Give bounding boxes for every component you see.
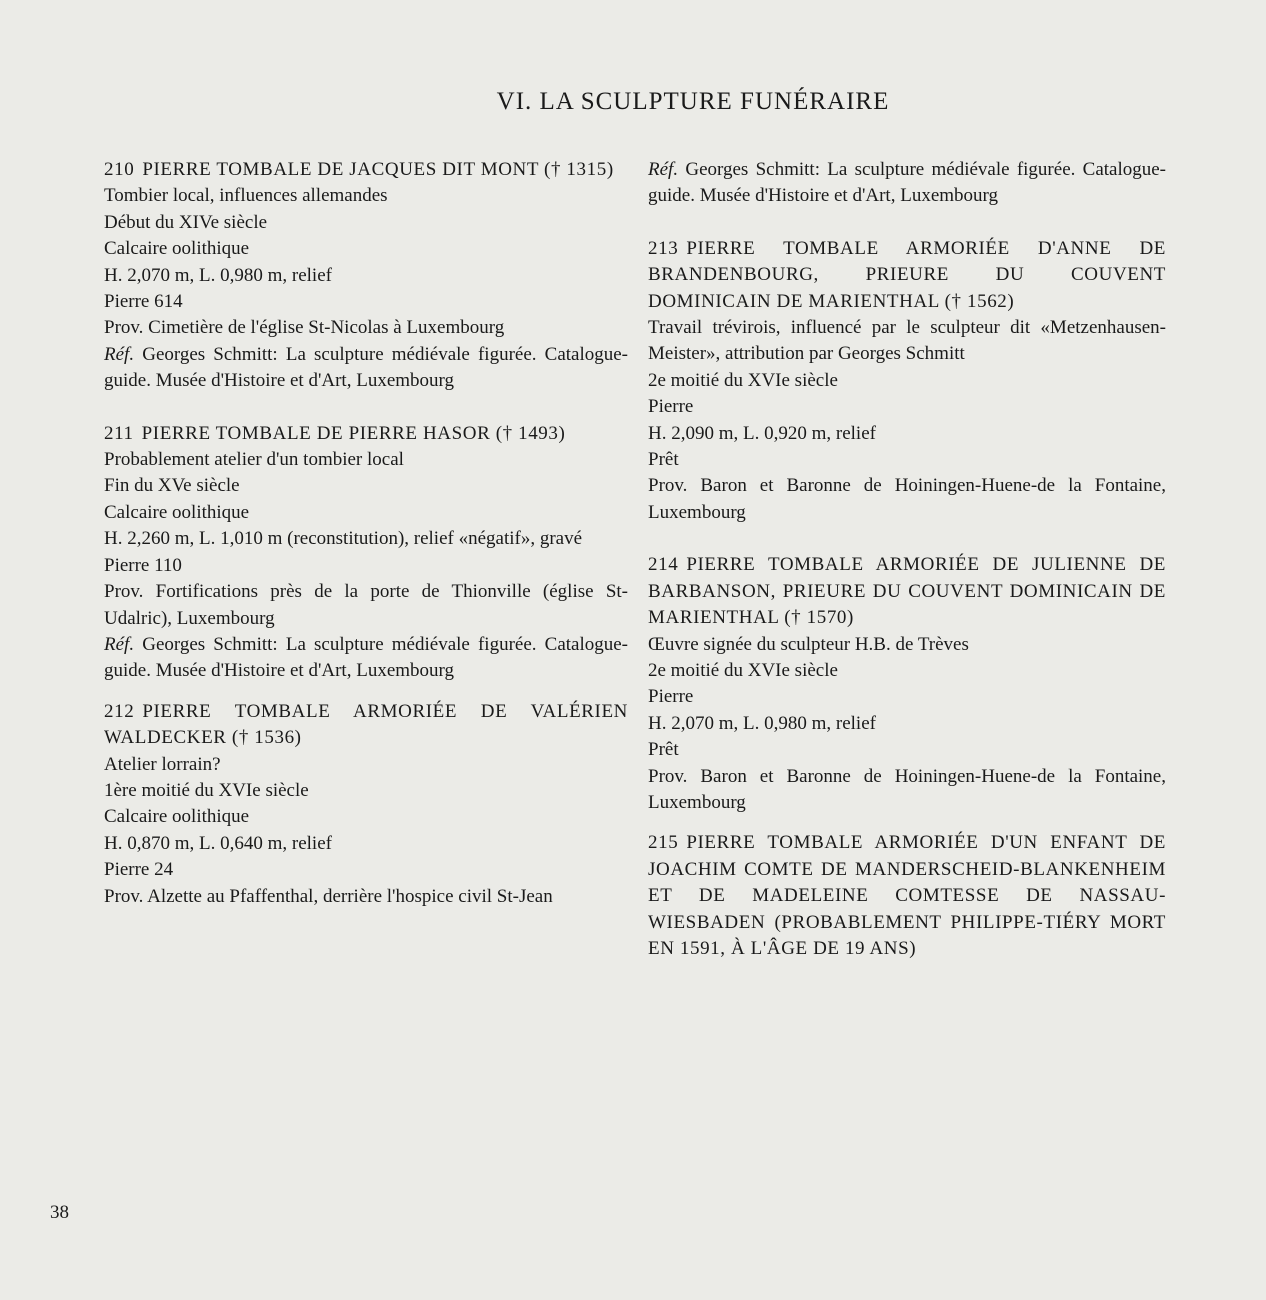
- entry-line: Pierre: [648, 686, 694, 708]
- entry-line: H. 2,090 m, L. 0,920 m, relief: [648, 422, 876, 444]
- entry-line: Probablement atelier d'un tombier local: [104, 449, 404, 471]
- entry-title: PIERRE TOMBALE DE JACQUES DIT MONT († 1315): [142, 159, 614, 180]
- reference-label: Réf.: [104, 343, 135, 365]
- entry-line: Pierre 110: [104, 554, 182, 576]
- entry-line: Travail trévirois, influencé par le sculpteur dit «Metzenhausen-Meister», attribution par Georges Schmitt: [648, 317, 1166, 365]
- entry-number: 211: [104, 422, 134, 444]
- entry-line: H. 2,070 m, L. 0,980 m, relief: [104, 264, 332, 286]
- entry-line: Pierre 614: [104, 291, 183, 313]
- entry-line: H. 2,070 m, L. 0,980 m, relief: [648, 712, 876, 734]
- catalogue-entry-212-reference: [648, 157, 1166, 210]
- entry-line: Prov. Baron et Baronne de Hoiningen-Huene-de la Fontaine, Luxembourg: [648, 475, 1166, 523]
- entry-line: H. 2,260 m, L. 1,010 m (reconstitution), relief «négatif», gravé: [104, 528, 583, 550]
- entry-line: 2e moitié du XVIe siècle: [648, 659, 838, 681]
- entry-reference: [104, 632, 628, 685]
- entry-reference: [104, 342, 628, 395]
- entry-line: Pierre 24: [104, 859, 174, 881]
- entry-line: Tombier local, influences allemandes: [104, 185, 388, 207]
- entry-line: Calcaire oolithique: [104, 238, 250, 260]
- entry-heading: [104, 421, 628, 447]
- entry-title: PIERRE TOMBALE ARMORIÉE D'ANNE DE BRANDENBOURG, PRIEURE DU COUVENT DOMINICAIN DE MARIENTHAL († 1562): [648, 237, 1166, 312]
- entry-line: Fin du XVe siècle: [104, 475, 240, 497]
- entry-title: PIERRE TOMBALE ARMORIÉE DE VALÉRIEN WALDECKER († 1536): [104, 700, 628, 749]
- entry-line: 2e moitié du XVIe siècle: [648, 369, 838, 391]
- entry-number: 215: [648, 832, 679, 854]
- entry-line: Calcaire oolithique: [104, 501, 250, 523]
- left-column: [104, 157, 628, 910]
- entry-number: 213: [648, 237, 679, 259]
- page-title: VI. LA SCULPTURE FUNÉRAIRE: [496, 88, 890, 115]
- reference-label: Réf.: [648, 159, 679, 180]
- reference-text: Georges Schmitt: La sculpture médiévale figurée. Catalogue-guide. Musée d'Histoire et d'Art, Luxembourg: [648, 159, 1166, 207]
- catalogue-entry-210: [104, 157, 628, 395]
- entry-line: Début du XIVe siècle: [104, 211, 268, 233]
- entry-heading: [104, 699, 628, 752]
- entry-line: 1ère moitié du XVIe siècle: [104, 779, 309, 801]
- entry-number: 212: [104, 700, 135, 722]
- entry-heading: [648, 236, 1166, 315]
- catalogue-entry-211: [104, 421, 628, 685]
- catalogue-entry-213: [648, 236, 1166, 526]
- entry-heading: [648, 552, 1166, 631]
- entry-line: Prêt: [648, 449, 679, 471]
- entry-line: Prov. Alzette au Pfaffenthal, derrière l'hospice civil St-Jean: [104, 885, 553, 907]
- entry-line: Prêt: [648, 739, 679, 761]
- entry-title: PIERRE TOMBALE DE PIERRE HASOR († 1493): [141, 422, 566, 444]
- entry-title: PIERRE TOMBALE ARMORIÉE D'UN ENFANT DE JOACHIM COMTE DE MANDERSCHEID-BLANKENHEIM ET DE MADELEINE COMTESSE DE NASSAU-WIESBADEN (PROBABLEMENT PHILIPPE-TIÉRY MORT EN 1591, À L'ÂGE DE 19 ANS): [648, 832, 1166, 959]
- page-number: 38: [50, 1202, 69, 1223]
- reference-text: Georges Schmitt: La sculpture médiévale figurée. Catalogue-guide. Musée d'Histoire et d'Art, Luxembourg: [104, 343, 629, 392]
- entry-line: Œuvre signée du sculpteur H.B. de Trèves: [648, 633, 969, 655]
- catalogue-entry-215: [648, 830, 1166, 962]
- reference-label: Réf.: [104, 633, 135, 655]
- entry-line: H. 0,870 m, L. 0,640 m, relief: [104, 832, 332, 854]
- right-column: [648, 157, 1166, 962]
- reference-text: Georges Schmitt: La sculpture médiévale figurée. Catalogue-guide. Musée d'Histoire et d'Art, Luxembourg: [104, 633, 629, 682]
- entry-line: Prov. Cimetière de l'église St-Nicolas à Luxembourg: [104, 317, 505, 339]
- catalogue-entry-212: [104, 699, 628, 910]
- entry-line: Pierre: [648, 396, 694, 418]
- entry-line: Prov. Baron et Baronne de Hoiningen-Huene-de la Fontaine, Luxembourg: [648, 765, 1166, 813]
- entry-heading: [648, 830, 1166, 962]
- entry-line: Atelier lorrain?: [104, 753, 221, 775]
- catalogue-entry-214: [648, 552, 1166, 816]
- entry-number: 210: [104, 159, 135, 180]
- entry-line: Calcaire oolithique: [104, 806, 250, 828]
- entry-heading: [104, 157, 628, 183]
- entry-title: PIERRE TOMBALE ARMORIÉE DE JULIENNE DE BARBANSON, PRIEURE DU COUVENT DOMINICAIN DE MARIENTHAL († 1570): [648, 554, 1166, 629]
- entry-line: Prov. Fortifications près de la porte de Thionville (église St-Udalric), Luxembourg: [104, 581, 628, 629]
- entry-number: 214: [648, 554, 679, 576]
- entry-reference: [648, 157, 1166, 210]
